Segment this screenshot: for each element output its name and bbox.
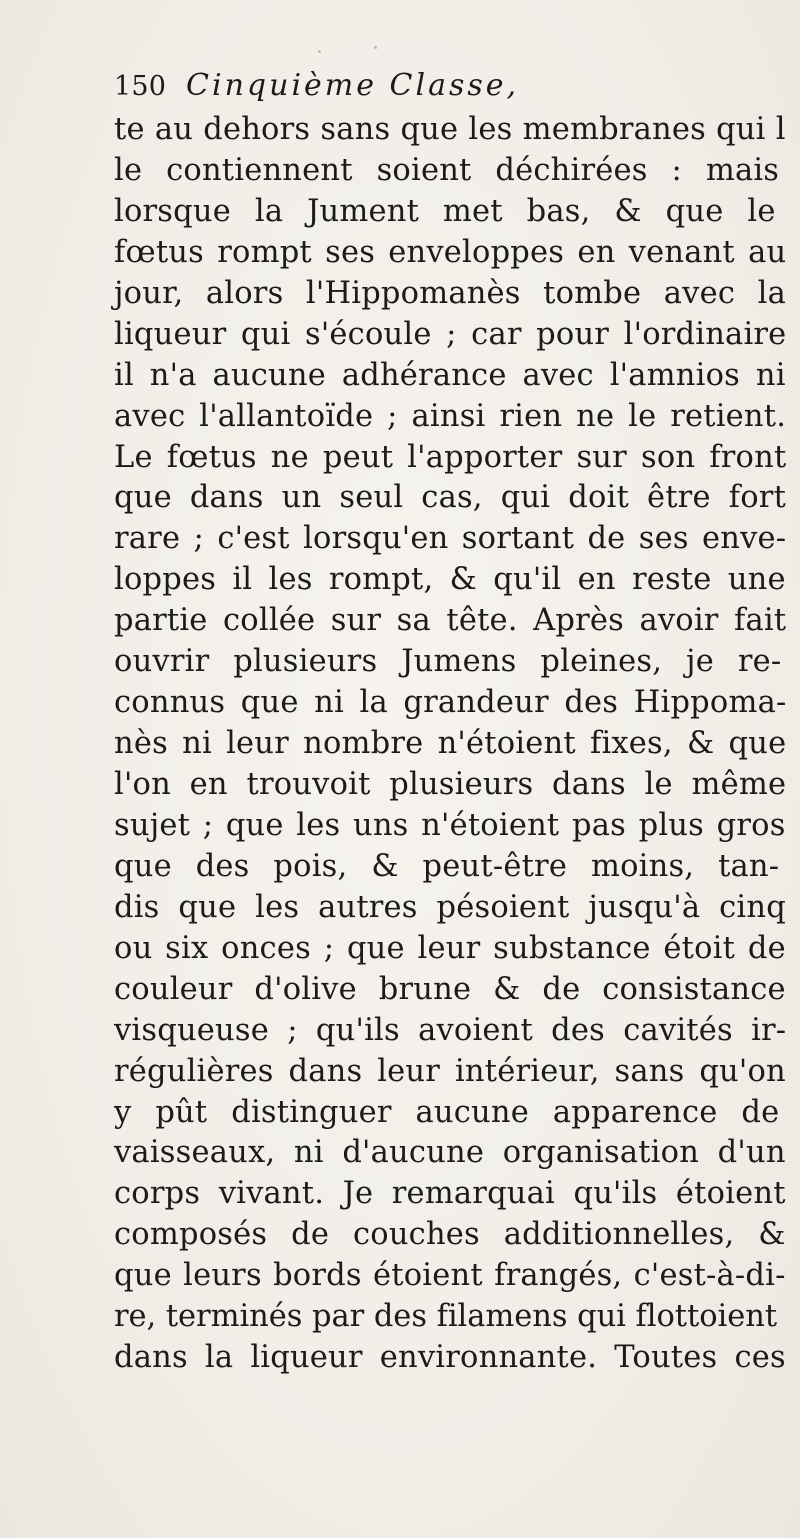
text-line: couleur d'olive brune & de consistance	[114, 971, 786, 1007]
text-line: nès ni leur nombre n'étoient fixes, & que	[114, 726, 787, 762]
text-line: corps vivant. Je remarquai qu'ils étoient	[114, 1176, 786, 1212]
text-line: sujet ; que les uns n'étoient pas plus gros	[114, 807, 786, 843]
text-block	[114, 62, 794, 1379]
running-head	[114, 62, 794, 110]
text-line: loppes il les rompt, & qu'il en reste une	[114, 562, 786, 598]
text-line: régulières dans leur intérieur, sans qu'on	[114, 1053, 786, 1089]
body-text	[114, 110, 794, 1379]
text-line: l'on en trouvoit plusieurs dans le même	[114, 767, 787, 802]
text-line: dis que les autres pésoient jusqu'à cinq	[114, 889, 786, 925]
text-line: vaisseaux, ni d'aucune organisation d'un	[114, 1135, 786, 1171]
running-title: Cinquième Classe,	[186, 68, 520, 103]
text-line: Le fœtus ne peut l'apporter sur son front	[114, 439, 787, 475]
text-line: te au dehors sans que les membranes qui l	[114, 112, 786, 147]
text-line: que dans un seul cas, qui doit être fort	[114, 480, 787, 516]
paper-speck	[318, 50, 321, 53]
text-line: ou six onces ; que leur substance étoit de	[114, 930, 786, 966]
text-line: dans la liqueur environnante. Toutes ces	[114, 1340, 786, 1376]
text-line: composés de couches additionnelles, &	[114, 1217, 786, 1253]
text-line: jour, alors l'Hippomanès tombe avec la	[114, 275, 786, 311]
text-line: connus que ni la grandeur des Hippoma-	[114, 685, 787, 721]
paper-speck	[374, 46, 377, 49]
text-line: le contiennent soient déchirées : mais	[114, 152, 780, 188]
text-line: y pût distinguer aucune apparence de	[114, 1094, 780, 1130]
text-line: re, terminés par des filamens qui flottoient	[114, 1299, 778, 1335]
text-line: liqueur qui s'écoule ; car pour l'ordinaire	[114, 316, 787, 352]
text-line: fœtus rompt ses enveloppes en venant au	[114, 234, 787, 270]
text-line: partie collée sur sa tête. Après avoir fait	[114, 603, 787, 639]
text-line: ouvrir plusieurs Jumens pleines, je re-	[114, 644, 782, 680]
text-line: rare ; c'est lorsqu'en sortant de ses enve-	[114, 521, 787, 557]
text-line: il n'a aucune adhérance avec l'amnios ni	[114, 357, 786, 393]
text-line: lorsque la Jument met bas, & que le	[114, 193, 776, 229]
text-line: que leurs bords étoient frangés, c'est-à-di-	[114, 1258, 786, 1294]
page-number: 150	[114, 71, 167, 102]
text-line: visqueuse ; qu'ils avoient des cavités ir-	[114, 1012, 787, 1048]
text-line: avec l'allantoïde ; ainsi rien ne le retient.	[114, 398, 787, 434]
text-line: que des pois, & peut-être moins, tan-	[114, 848, 780, 884]
